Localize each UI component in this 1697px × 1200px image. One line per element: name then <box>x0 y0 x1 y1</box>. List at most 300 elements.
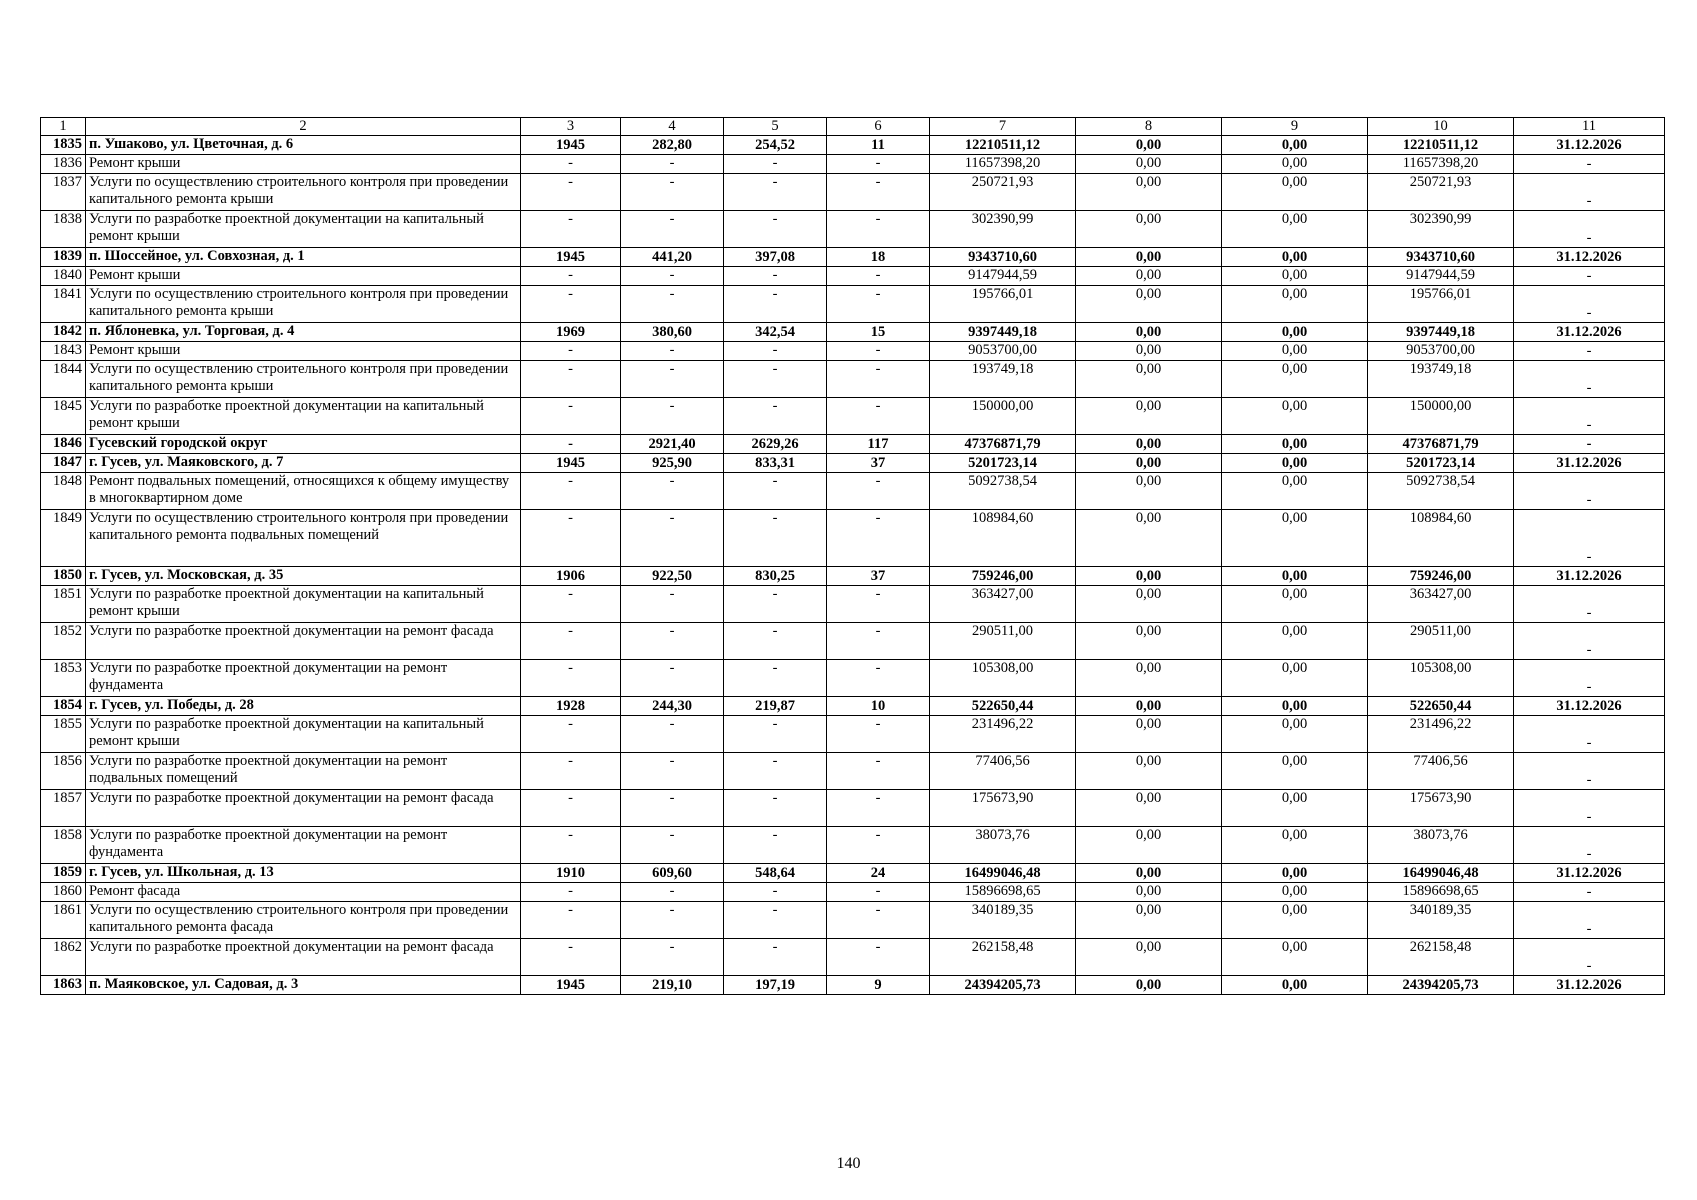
cost-total-cell: 195766,01 <box>930 286 1076 323</box>
area-living-cell: - <box>724 267 827 286</box>
cost-budget-cell: 0,00 <box>1222 976 1368 995</box>
work-row <box>41 267 1665 286</box>
work-row <box>41 939 1665 976</box>
year-cell: - <box>521 361 621 398</box>
repair-program-table <box>40 117 1665 995</box>
object-row <box>41 697 1665 716</box>
cost-fund-cell: 0,00 <box>1076 435 1222 454</box>
row-name: Услуги по разработке проектной документации на ремонт фасада <box>86 939 521 976</box>
area-total-cell: - <box>621 342 724 361</box>
row-number: 1861 <box>41 902 86 939</box>
year-cell: 1928 <box>521 697 621 716</box>
deadline-cell: 31.12.2026 <box>1514 864 1665 883</box>
cost-fund-cell: 0,00 <box>1076 342 1222 361</box>
cost-budget-cell: 0,00 <box>1222 155 1368 174</box>
year-cell: - <box>521 753 621 790</box>
row-number: 1857 <box>41 790 86 827</box>
area-total-cell: - <box>621 286 724 323</box>
work-row <box>41 716 1665 753</box>
row-number: 1845 <box>41 398 86 435</box>
row-number: 1854 <box>41 697 86 716</box>
residents-cell: - <box>827 473 930 510</box>
cost-total-cell: 47376871,79 <box>930 435 1076 454</box>
area-living-cell: 833,31 <box>724 454 827 473</box>
row-name: Услуги по разработке проектной документации на ремонт подвальных помещений <box>86 753 521 790</box>
work-row <box>41 286 1665 323</box>
year-cell: - <box>521 342 621 361</box>
cost-total-cell: 290511,00 <box>930 623 1076 660</box>
area-living-cell: 548,64 <box>724 864 827 883</box>
area-total-cell: - <box>621 155 724 174</box>
cost-owners-cell: 195766,01 <box>1368 286 1514 323</box>
cost-budget-cell: 0,00 <box>1222 286 1368 323</box>
residents-cell: - <box>827 155 930 174</box>
cost-total-cell: 16499046,48 <box>930 864 1076 883</box>
column-header: 3 <box>521 118 621 136</box>
work-row <box>41 623 1665 660</box>
row-number: 1837 <box>41 174 86 211</box>
year-cell: 1945 <box>521 976 621 995</box>
area-total-cell: - <box>621 398 724 435</box>
cost-owners-cell: 340189,35 <box>1368 902 1514 939</box>
cost-budget-cell: 0,00 <box>1222 586 1368 623</box>
area-living-cell: - <box>724 342 827 361</box>
cost-fund-cell: 0,00 <box>1076 286 1222 323</box>
year-cell: - <box>521 660 621 697</box>
row-number: 1862 <box>41 939 86 976</box>
row-name: п. Шоссейное, ул. Совхозная, д. 1 <box>86 248 521 267</box>
row-number: 1839 <box>41 248 86 267</box>
row-number: 1835 <box>41 136 86 155</box>
row-number: 1851 <box>41 586 86 623</box>
cost-total-cell: 302390,99 <box>930 211 1076 248</box>
year-cell: - <box>521 510 621 567</box>
cost-budget-cell: 0,00 <box>1222 361 1368 398</box>
row-name: Услуги по разработке проектной документации на капитальный ремонт крыши <box>86 398 521 435</box>
cost-total-cell: 250721,93 <box>930 174 1076 211</box>
cost-fund-cell: 0,00 <box>1076 586 1222 623</box>
deadline-cell: - <box>1514 267 1665 286</box>
row-number: 1847 <box>41 454 86 473</box>
residents-cell: 117 <box>827 435 930 454</box>
cost-budget-cell: 0,00 <box>1222 753 1368 790</box>
row-name: Ремонт крыши <box>86 342 521 361</box>
area-total-cell: - <box>621 753 724 790</box>
cost-owners-cell: 193749,18 <box>1368 361 1514 398</box>
row-name: п. Яблоневка, ул. Торговая, д. 4 <box>86 323 521 342</box>
header-row <box>41 118 1665 136</box>
row-number: 1855 <box>41 716 86 753</box>
cost-fund-cell: 0,00 <box>1076 790 1222 827</box>
row-number: 1856 <box>41 753 86 790</box>
year-cell: 1945 <box>521 248 621 267</box>
object-row <box>41 567 1665 586</box>
residents-cell: - <box>827 623 930 660</box>
cost-fund-cell: 0,00 <box>1076 473 1222 510</box>
residents-cell: 15 <box>827 323 930 342</box>
row-name: Услуги по осуществлению строительного контроля при проведении капитального ремонта крыши <box>86 361 521 398</box>
year-cell: - <box>521 211 621 248</box>
area-living-cell: - <box>724 939 827 976</box>
cost-budget-cell: 0,00 <box>1222 211 1368 248</box>
cost-owners-cell: 105308,00 <box>1368 660 1514 697</box>
cost-fund-cell: 0,00 <box>1076 697 1222 716</box>
residents-cell: 37 <box>827 567 930 586</box>
row-name: п. Ушаково, ул. Цветочная, д. 6 <box>86 136 521 155</box>
row-name: Услуги по разработке проектной документации на капитальный ремонт крыши <box>86 716 521 753</box>
row-number: 1860 <box>41 883 86 902</box>
area-total-cell: - <box>621 473 724 510</box>
cost-budget-cell: 0,00 <box>1222 864 1368 883</box>
residents-cell: - <box>827 827 930 864</box>
column-header: 5 <box>724 118 827 136</box>
column-header: 9 <box>1222 118 1368 136</box>
cost-budget-cell: 0,00 <box>1222 454 1368 473</box>
work-row <box>41 211 1665 248</box>
cost-fund-cell: 0,00 <box>1076 510 1222 567</box>
column-header: 2 <box>86 118 521 136</box>
work-row <box>41 473 1665 510</box>
row-name: г. Гусев, ул. Победы, д. 28 <box>86 697 521 716</box>
work-row <box>41 827 1665 864</box>
cost-fund-cell: 0,00 <box>1076 136 1222 155</box>
row-name: Гусевский городской округ <box>86 435 521 454</box>
work-row <box>41 155 1665 174</box>
row-number: 1840 <box>41 267 86 286</box>
area-living-cell: - <box>724 790 827 827</box>
cost-total-cell: 231496,22 <box>930 716 1076 753</box>
row-name: Услуги по осуществлению строительного контроля при проведении капитального ремонта крыши <box>86 174 521 211</box>
object-row <box>41 323 1665 342</box>
cost-owners-cell: 9397449,18 <box>1368 323 1514 342</box>
residents-cell: - <box>827 211 930 248</box>
residents-cell: - <box>827 398 930 435</box>
deadline-cell: - <box>1514 435 1665 454</box>
area-total-cell: - <box>621 790 724 827</box>
cost-owners-cell: 11657398,20 <box>1368 155 1514 174</box>
cost-owners-cell: 231496,22 <box>1368 716 1514 753</box>
cost-budget-cell: 0,00 <box>1222 697 1368 716</box>
deadline-cell: 31.12.2026 <box>1514 323 1665 342</box>
row-name: г. Гусев, ул. Маяковского, д. 7 <box>86 454 521 473</box>
cost-owners-cell: 9147944,59 <box>1368 267 1514 286</box>
residents-cell: - <box>827 753 930 790</box>
cost-total-cell: 340189,35 <box>930 902 1076 939</box>
residents-cell: - <box>827 660 930 697</box>
cost-budget-cell: 0,00 <box>1222 939 1368 976</box>
area-total-cell: - <box>621 586 724 623</box>
deadline-cell: - <box>1514 827 1665 864</box>
area-total-cell: - <box>621 267 724 286</box>
work-row <box>41 883 1665 902</box>
cost-total-cell: 175673,90 <box>930 790 1076 827</box>
area-total-cell: - <box>621 510 724 567</box>
cost-owners-cell: 290511,00 <box>1368 623 1514 660</box>
deadline-cell: - <box>1514 211 1665 248</box>
deadline-cell: - <box>1514 902 1665 939</box>
cost-fund-cell: 0,00 <box>1076 660 1222 697</box>
work-row <box>41 753 1665 790</box>
column-header: 7 <box>930 118 1076 136</box>
deadline-cell: - <box>1514 398 1665 435</box>
cost-budget-cell: 0,00 <box>1222 473 1368 510</box>
cost-owners-cell: 24394205,73 <box>1368 976 1514 995</box>
year-cell: 1945 <box>521 136 621 155</box>
area-living-cell: 254,52 <box>724 136 827 155</box>
area-total-cell: - <box>621 211 724 248</box>
object-row <box>41 864 1665 883</box>
deadline-cell: - <box>1514 510 1665 567</box>
cost-total-cell: 5092738,54 <box>930 473 1076 510</box>
residents-cell: - <box>827 361 930 398</box>
cost-owners-cell: 150000,00 <box>1368 398 1514 435</box>
area-total-cell: - <box>621 174 724 211</box>
work-row <box>41 660 1665 697</box>
row-number: 1841 <box>41 286 86 323</box>
cost-total-cell: 24394205,73 <box>930 976 1076 995</box>
work-row <box>41 361 1665 398</box>
column-header: 10 <box>1368 118 1514 136</box>
cost-budget-cell: 0,00 <box>1222 883 1368 902</box>
cost-owners-cell: 175673,90 <box>1368 790 1514 827</box>
area-living-cell: 2629,26 <box>724 435 827 454</box>
cost-budget-cell: 0,00 <box>1222 248 1368 267</box>
residents-cell: - <box>827 939 930 976</box>
cost-owners-cell: 250721,93 <box>1368 174 1514 211</box>
cost-owners-cell: 5092738,54 <box>1368 473 1514 510</box>
row-name: Ремонт крыши <box>86 267 521 286</box>
residents-cell: - <box>827 883 930 902</box>
cost-budget-cell: 0,00 <box>1222 342 1368 361</box>
cost-fund-cell: 0,00 <box>1076 174 1222 211</box>
cost-budget-cell: 0,00 <box>1222 827 1368 864</box>
row-name: г. Гусев, ул. Московская, д. 35 <box>86 567 521 586</box>
object-row <box>41 976 1665 995</box>
area-total-cell: - <box>621 623 724 660</box>
cost-budget-cell: 0,00 <box>1222 136 1368 155</box>
row-number: 1848 <box>41 473 86 510</box>
row-number: 1838 <box>41 211 86 248</box>
cost-fund-cell: 0,00 <box>1076 623 1222 660</box>
cost-budget-cell: 0,00 <box>1222 790 1368 827</box>
cost-owners-cell: 9343710,60 <box>1368 248 1514 267</box>
cost-total-cell: 11657398,20 <box>930 155 1076 174</box>
year-cell: - <box>521 716 621 753</box>
residents-cell: 9 <box>827 976 930 995</box>
cost-fund-cell: 0,00 <box>1076 323 1222 342</box>
area-living-cell: - <box>724 211 827 248</box>
year-cell: - <box>521 286 621 323</box>
area-total-cell: 380,60 <box>621 323 724 342</box>
area-living-cell: - <box>724 155 827 174</box>
area-total-cell: - <box>621 883 724 902</box>
row-number: 1843 <box>41 342 86 361</box>
column-header: 11 <box>1514 118 1665 136</box>
cost-owners-cell: 12210511,12 <box>1368 136 1514 155</box>
cost-fund-cell: 0,00 <box>1076 864 1222 883</box>
cost-fund-cell: 0,00 <box>1076 211 1222 248</box>
residents-cell: - <box>827 790 930 827</box>
cost-total-cell: 9053700,00 <box>930 342 1076 361</box>
deadline-cell: 31.12.2026 <box>1514 976 1665 995</box>
row-name: Ремонт крыши <box>86 155 521 174</box>
row-name: п. Маяковское, ул. Садовая, д. 3 <box>86 976 521 995</box>
area-total-cell: - <box>621 902 724 939</box>
cost-fund-cell: 0,00 <box>1076 902 1222 939</box>
area-total-cell: - <box>621 827 724 864</box>
year-cell: - <box>521 435 621 454</box>
area-total-cell: - <box>621 939 724 976</box>
cost-owners-cell: 262158,48 <box>1368 939 1514 976</box>
cost-total-cell: 105308,00 <box>930 660 1076 697</box>
deadline-cell: 31.12.2026 <box>1514 697 1665 716</box>
cost-total-cell: 9343710,60 <box>930 248 1076 267</box>
year-cell: - <box>521 398 621 435</box>
deadline-cell: 31.12.2026 <box>1514 567 1665 586</box>
residents-cell: - <box>827 902 930 939</box>
cost-fund-cell: 0,00 <box>1076 361 1222 398</box>
year-cell: - <box>521 623 621 660</box>
deadline-cell: - <box>1514 586 1665 623</box>
area-total-cell: - <box>621 361 724 398</box>
residents-cell: - <box>827 510 930 567</box>
cost-total-cell: 9397449,18 <box>930 323 1076 342</box>
deadline-cell: - <box>1514 883 1665 902</box>
area-total-cell: 922,50 <box>621 567 724 586</box>
row-name: Услуги по осуществлению строительного контроля при проведении капитального ремонта крыши <box>86 286 521 323</box>
deadline-cell: - <box>1514 155 1665 174</box>
year-cell: 1969 <box>521 323 621 342</box>
residents-cell: - <box>827 586 930 623</box>
cost-budget-cell: 0,00 <box>1222 435 1368 454</box>
cost-total-cell: 38073,76 <box>930 827 1076 864</box>
area-living-cell: - <box>724 753 827 790</box>
year-cell: 1910 <box>521 864 621 883</box>
cost-fund-cell: 0,00 <box>1076 267 1222 286</box>
object-row <box>41 248 1665 267</box>
area-living-cell: 397,08 <box>724 248 827 267</box>
cost-total-cell: 759246,00 <box>930 567 1076 586</box>
year-cell: - <box>521 827 621 864</box>
cost-fund-cell: 0,00 <box>1076 454 1222 473</box>
row-name: Услуги по разработке проектной документации на капитальный ремонт крыши <box>86 586 521 623</box>
year-cell: - <box>521 883 621 902</box>
work-row <box>41 342 1665 361</box>
cost-owners-cell: 38073,76 <box>1368 827 1514 864</box>
column-header: 1 <box>41 118 86 136</box>
year-cell: 1945 <box>521 454 621 473</box>
area-total-cell: 609,60 <box>621 864 724 883</box>
area-living-cell: - <box>724 473 827 510</box>
row-number: 1858 <box>41 827 86 864</box>
cost-owners-cell: 9053700,00 <box>1368 342 1514 361</box>
cost-total-cell: 15896698,65 <box>930 883 1076 902</box>
row-name: Услуги по разработке проектной документации на ремонт фундамента <box>86 827 521 864</box>
row-name: Услуги по разработке проектной документации на ремонт фасада <box>86 623 521 660</box>
page-number: 140 <box>836 1155 861 1172</box>
residents-cell: 24 <box>827 864 930 883</box>
residents-cell: - <box>827 174 930 211</box>
cost-budget-cell: 0,00 <box>1222 267 1368 286</box>
area-living-cell: 830,25 <box>724 567 827 586</box>
cost-budget-cell: 0,00 <box>1222 660 1368 697</box>
residents-cell: - <box>827 267 930 286</box>
row-number: 1846 <box>41 435 86 454</box>
deadline-cell: - <box>1514 623 1665 660</box>
row-name: Услуги по осуществлению строительного контроля при проведении капитального ремонта подвальных помещений <box>86 510 521 567</box>
area-living-cell: - <box>724 586 827 623</box>
area-living-cell: 219,87 <box>724 697 827 716</box>
row-number: 1853 <box>41 660 86 697</box>
row-number: 1842 <box>41 323 86 342</box>
cost-owners-cell: 16499046,48 <box>1368 864 1514 883</box>
cost-budget-cell: 0,00 <box>1222 567 1368 586</box>
work-row <box>41 790 1665 827</box>
cost-owners-cell: 522650,44 <box>1368 697 1514 716</box>
area-total-cell: 282,80 <box>621 136 724 155</box>
cost-total-cell: 12210511,12 <box>930 136 1076 155</box>
deadline-cell: 31.12.2026 <box>1514 136 1665 155</box>
area-living-cell: - <box>724 286 827 323</box>
row-name: Услуги по разработке проектной документации на ремонт фундамента <box>86 660 521 697</box>
year-cell: - <box>521 155 621 174</box>
area-total-cell: - <box>621 660 724 697</box>
area-total-cell: 244,30 <box>621 697 724 716</box>
cost-total-cell: 108984,60 <box>930 510 1076 567</box>
row-name: Услуги по разработке проектной документации на капитальный ремонт крыши <box>86 211 521 248</box>
cost-owners-cell: 15896698,65 <box>1368 883 1514 902</box>
cost-budget-cell: 0,00 <box>1222 902 1368 939</box>
column-header: 4 <box>621 118 724 136</box>
area-living-cell: - <box>724 660 827 697</box>
cost-owners-cell: 759246,00 <box>1368 567 1514 586</box>
area-living-cell: 342,54 <box>724 323 827 342</box>
year-cell: 1906 <box>521 567 621 586</box>
cost-total-cell: 150000,00 <box>930 398 1076 435</box>
area-living-cell: - <box>724 716 827 753</box>
work-row <box>41 510 1665 567</box>
area-living-cell: - <box>724 510 827 567</box>
row-name: Ремонт подвальных помещений, относящихся к общему имуществу в многоквартирном доме <box>86 473 521 510</box>
area-total-cell: 2921,40 <box>621 435 724 454</box>
row-name: Услуги по разработке проектной документации на ремонт фасада <box>86 790 521 827</box>
deadline-cell: - <box>1514 174 1665 211</box>
area-living-cell: - <box>724 174 827 211</box>
work-row <box>41 398 1665 435</box>
deadline-cell: - <box>1514 361 1665 398</box>
work-row <box>41 902 1665 939</box>
cost-budget-cell: 0,00 <box>1222 716 1368 753</box>
cost-fund-cell: 0,00 <box>1076 827 1222 864</box>
area-total-cell: 219,10 <box>621 976 724 995</box>
column-header: 6 <box>827 118 930 136</box>
row-number: 1849 <box>41 510 86 567</box>
year-cell: - <box>521 473 621 510</box>
row-name: Услуги по осуществлению строительного контроля при проведении капитального ремонта фасада <box>86 902 521 939</box>
residents-cell: 18 <box>827 248 930 267</box>
row-number: 1850 <box>41 567 86 586</box>
object-row <box>41 454 1665 473</box>
cost-budget-cell: 0,00 <box>1222 623 1368 660</box>
area-living-cell: 197,19 <box>724 976 827 995</box>
cost-owners-cell: 5201723,14 <box>1368 454 1514 473</box>
row-number: 1844 <box>41 361 86 398</box>
area-total-cell: 925,90 <box>621 454 724 473</box>
cost-fund-cell: 0,00 <box>1076 753 1222 790</box>
cost-total-cell: 262158,48 <box>930 939 1076 976</box>
area-total-cell: - <box>621 716 724 753</box>
area-total-cell: 441,20 <box>621 248 724 267</box>
